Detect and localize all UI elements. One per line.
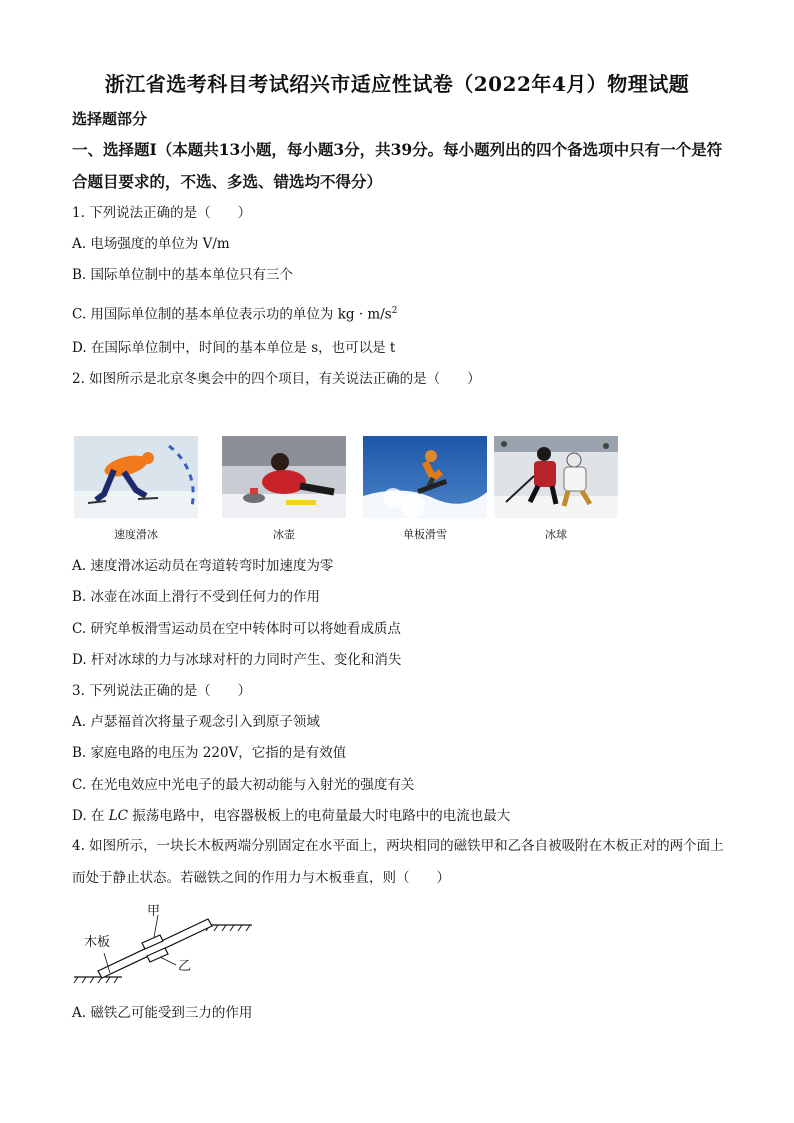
q1-stem: 1. 下列说法正确的是（ ） — [72, 205, 252, 221]
q3-option-d-lc: LC — [108, 808, 129, 824]
q1-option-a: A. 电场强度的单位为 V/m — [72, 236, 230, 252]
photo-ice-hockey — [494, 436, 618, 518]
q1-option-c-exponent: 2 — [391, 306, 398, 316]
q1-option-c-text: C. 用国际单位制的基本单位表示功的单位为 kg · m/s — [72, 306, 392, 323]
caption-snowboard: 单板滑雪 — [403, 528, 447, 541]
q1-option-d: D. 在国际单位制中，时间的基本单位是 s，也可以是 t — [72, 340, 396, 356]
q1-option-c — [72, 301, 397, 325]
q3-option-d — [72, 806, 510, 826]
photo-curling — [222, 436, 346, 518]
q3-option-c: C. 在光电效应中光电子的最大初动能与入射光的强度有关 — [72, 777, 415, 793]
caption-speed-skating: 速度滑冰 — [114, 528, 158, 541]
q2-option-b: B. 冰壶在冰面上滑行不受到任何力的作用 — [72, 589, 321, 605]
q3-option-d-suffix: 振荡电路中，电容器极板上的电荷量最大时电路中的电流也最大 — [128, 808, 511, 824]
page-title: 浙江省选考科目考试绍兴市适应性试卷（2022年4月）物理试题 — [104, 72, 690, 96]
q1-option-b: B. 国际单位制中的基本单位只有三个 — [72, 267, 294, 283]
caption-ice-hockey: 冰球 — [545, 528, 567, 541]
q2-option-a: A. 速度滑冰运动员在弯道转弯时加速度为零 — [72, 558, 334, 574]
q2-stem: 2. 如图所示是北京冬奥会中的四个项目，有关说法正确的是（ ） — [72, 371, 481, 387]
q3-option-d-prefix: D. 在 — [72, 808, 109, 824]
q3-stem: 3. 下列说法正确的是（ ） — [72, 683, 252, 699]
q4-label-jia: 甲 — [147, 904, 161, 919]
caption-curling: 冰壶 — [273, 528, 295, 541]
q4-label-board: 木板 — [84, 935, 111, 950]
q2-option-c: C. 研究单板滑雪运动员在空中转体时可以将她看成质点 — [72, 621, 401, 637]
q4-stem: 4. 如图所示，一块长木板两端分别固定在水平面上，两块相同的磁铁甲和乙各自被吸附在木板正对的两个面上而处于静止状态。若磁铁之间的作用力与木板垂直，则（ ） — [72, 838, 724, 886]
q4-label-yi: 乙 — [178, 959, 192, 974]
q2-option-d: D. 杆对冰球的力与冰球对杆的力同时产生、变化和消失 — [72, 652, 402, 668]
q4-option-a: A. 磁铁乙可能受到三力的作用 — [72, 1005, 253, 1021]
photo-speed-skating — [74, 436, 198, 518]
q3-option-a: A. 卢瑟福首次将量子观念引入到原子领域 — [72, 714, 320, 730]
section-heading: 选择题部分 — [72, 110, 148, 128]
photo-snowboard — [363, 436, 487, 518]
q3-option-b: B. 家庭电路的电压为 220V，它指的是有效值 — [72, 745, 347, 761]
part1-heading: 一、选择题Ⅰ（本题共13小题，每小题3分，共39分。每小题列出的四个备选项中只有一个是符合题目要求的，不选、多选、错选均不得分） — [72, 140, 723, 191]
